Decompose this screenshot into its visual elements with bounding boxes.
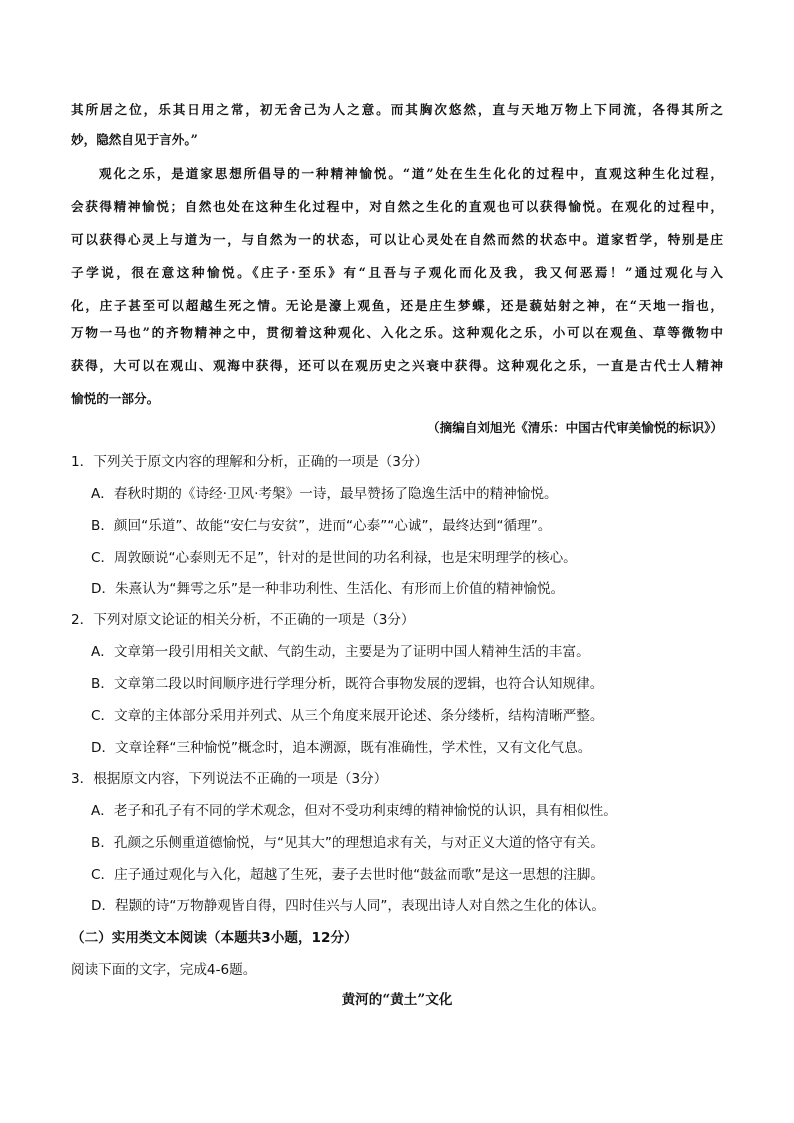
passage-line-7: 化，庄子甚至可以超越生死之情。无论是濠上观鱼，还是庄生梦蝶，还是藐姑射之神，在“天地一指也， bbox=[71, 298, 723, 313]
question-3-option-d[interactable]: D．程颢的诗“万物静观皆自得，四时佳兴与人同”，表现出诗人对自然之生化的体认。 bbox=[91, 898, 605, 914]
question-1-option-d[interactable]: D．朱熹认为“舞雩之乐”是一种非功利性、生活化、有形而上价值的精神愉悦。 bbox=[91, 581, 565, 597]
passage-line-6: 子学说，很在意这种愉悦。《庄子·至乐》有“且吾与子观化而化及我，我又何恶焉！”通过观化与入 bbox=[71, 265, 723, 280]
question-3-stem: 3．根据原文内容，下列说法不正确的一项是（3分） bbox=[71, 771, 388, 787]
passage-line-10: 愉悦的一部分。 bbox=[71, 391, 160, 406]
section-instruction: 阅读下面的文字，完成4-6题。 bbox=[71, 962, 257, 978]
passage-line-5: 可以获得心灵上与道为一，与自然为一的状态，可以让心灵处在自然而然的状态中。道家哲学，特别是庄 bbox=[71, 232, 723, 247]
passage-line-2: 妙，隐然自见于言外。” bbox=[71, 132, 198, 147]
question-1-option-a[interactable]: A．春秋时期的《诗经·卫风·考槃》一诗，最早赞扬了隐逸生活中的精神愉悦。 bbox=[91, 486, 558, 502]
passage-line-1: 其所居之位，乐其日用之常，初无舍己为人之意。而其胸次悠然，直与天地万物上下同流，各得其所之 bbox=[71, 102, 723, 117]
question-1-stem: 1．下列关于原文内容的理解和分析，正确的一项是（3分） bbox=[71, 454, 429, 470]
question-2-stem: 2．下列对原文论证的相关分析，不正确的一项是（3分） bbox=[71, 612, 415, 628]
article-title: 黄河的“黄土”文化 bbox=[341, 992, 453, 1008]
question-3-option-a[interactable]: A．老子和孔子有不同的学术观念，但对不受功利束缚的精神愉悦的认识，具有相似性。 bbox=[91, 803, 617, 819]
question-3-option-b[interactable]: B．孔颜之乐侧重道德愉悦，与“见其大”的理想追求有关，与对正义大道的恪守有关。 bbox=[91, 835, 604, 851]
passage-line-3: 观化之乐，是道家思想所倡导的一种精神愉悦。“道”处在生生化化的过程中，直观这种生化过程， bbox=[99, 166, 723, 181]
question-1-option-c[interactable]: C．周敦颐说“心泰则无不足”，针对的是世间的功名利禄，也是宋明理学的核心。 bbox=[91, 550, 577, 566]
passage-source: （摘编自刘旭光《清乐：中国古代审美愉悦的标识》） bbox=[427, 420, 723, 435]
question-2-option-b[interactable]: B．文章第二段以时间顺序进行学理分析，既符合事物发展的逻辑，也符合认知规律。 bbox=[91, 676, 604, 692]
section-heading: （二）实用类文本阅读（本题共3小题，12分） bbox=[71, 930, 358, 946]
passage-line-9: 获得，大可以在观山、观海中获得，还可以在观历史之兴衰中获得。这种观化之乐，一直是古代士人精神 bbox=[71, 358, 723, 373]
passage-line-8: 万物一马也”的齐物精神之中，贯彻着这种观化、入化之乐。这种观化之乐，小可以在观鱼、草等微物中 bbox=[71, 325, 723, 340]
question-2-option-d[interactable]: D．文章诠释“三种愉悦”概念时，追本溯源，既有准确性，学术性，又有文化气息。 bbox=[91, 740, 592, 756]
passage-line-4: 会获得精神愉悦；自然也处在这种生化过程中，对自然之生化的直观也可以获得愉悦。在观化的过程中， bbox=[71, 199, 723, 214]
question-2-option-a[interactable]: A．文章第一段引用相关文献、气韵生动，主要是为了证明中国人精神生活的丰富。 bbox=[91, 644, 590, 660]
question-2-option-c[interactable]: C．文章的主体部分采用并列式、从三个角度来展开论述、条分缕析，结构清晰严整。 bbox=[91, 708, 604, 724]
question-3-option-c[interactable]: C．庄子通过观化与入化，超越了生死，妻子去世时他“鼓盆而歌”是这一思想的注脚。 bbox=[91, 867, 604, 883]
question-1-option-b[interactable]: B．颜回“乐道”、故能“安仁与安贫”，进而“心泰”“心诚”，最终达到“循理”。 bbox=[91, 518, 552, 534]
